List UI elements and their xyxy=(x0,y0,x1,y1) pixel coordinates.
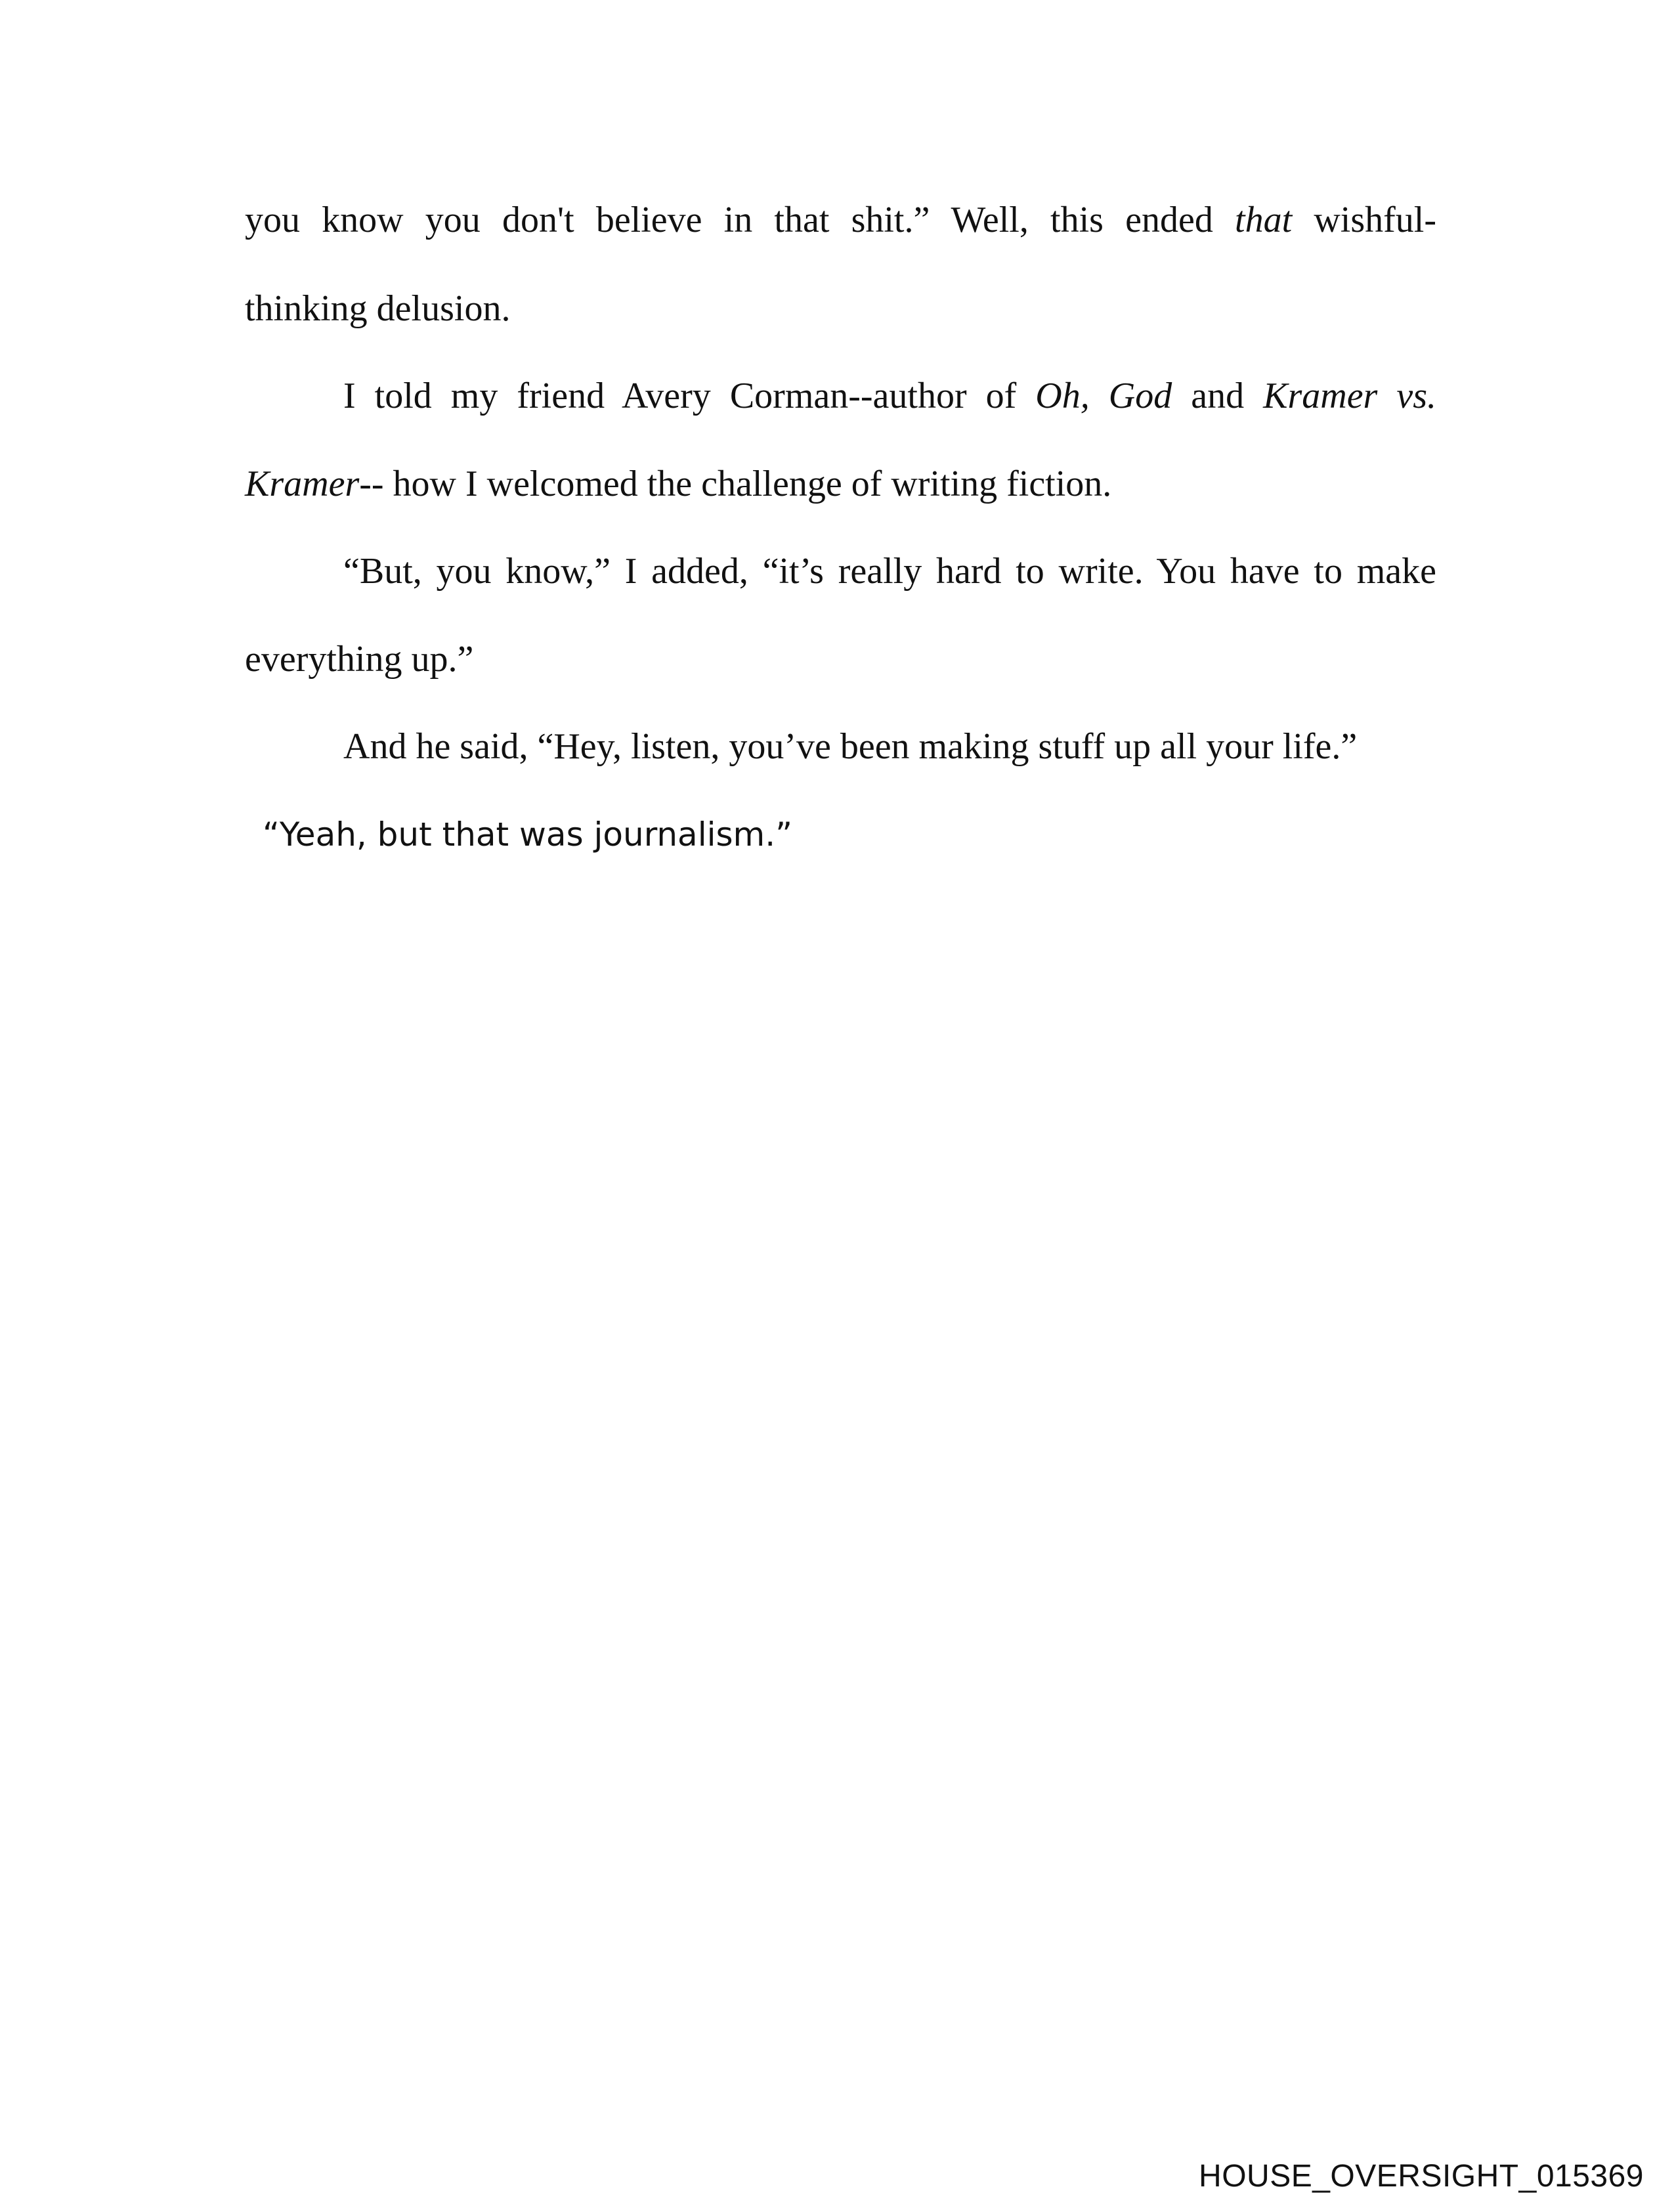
bates-number: HOUSE_OVERSIGHT_015369 xyxy=(1199,2159,1644,2194)
book-title-kramer-part-2: Kramer xyxy=(245,464,360,504)
emphasis-word: that xyxy=(1235,200,1293,240)
text-run: you know you don't believe in that shit.” Well, this ended xyxy=(245,200,1235,240)
paragraph-2-line-1 xyxy=(343,370,1436,422)
paragraph-1-line-1 xyxy=(245,194,1436,246)
paragraph-5-line-1: “Yeah, but that was journalism.” xyxy=(263,815,793,854)
text-run: I told my friend Avery Corman--author of xyxy=(343,376,1036,416)
text-run: -- how I welcomed the challenge of writing fiction. xyxy=(359,464,1112,504)
book-title-oh-god: Oh, God xyxy=(1035,376,1172,416)
paragraph-4-line-1: And he said, “Hey, listen, you’ve been making stuff up all your life.” xyxy=(343,726,1358,767)
paragraph-3-line-1: “But, you know,” I added, “it’s really hard to write. You have to make xyxy=(343,551,1436,592)
book-title-kramer-part-1: Kramer vs. xyxy=(1263,376,1437,416)
paragraph-3-line-2: everything up.” xyxy=(245,639,474,680)
paragraph-2-line-2 xyxy=(245,458,1436,510)
text-run: and xyxy=(1172,376,1264,416)
text-run: wishful- xyxy=(1292,200,1436,240)
paragraph-1-line-2: thinking delusion. xyxy=(245,288,511,329)
